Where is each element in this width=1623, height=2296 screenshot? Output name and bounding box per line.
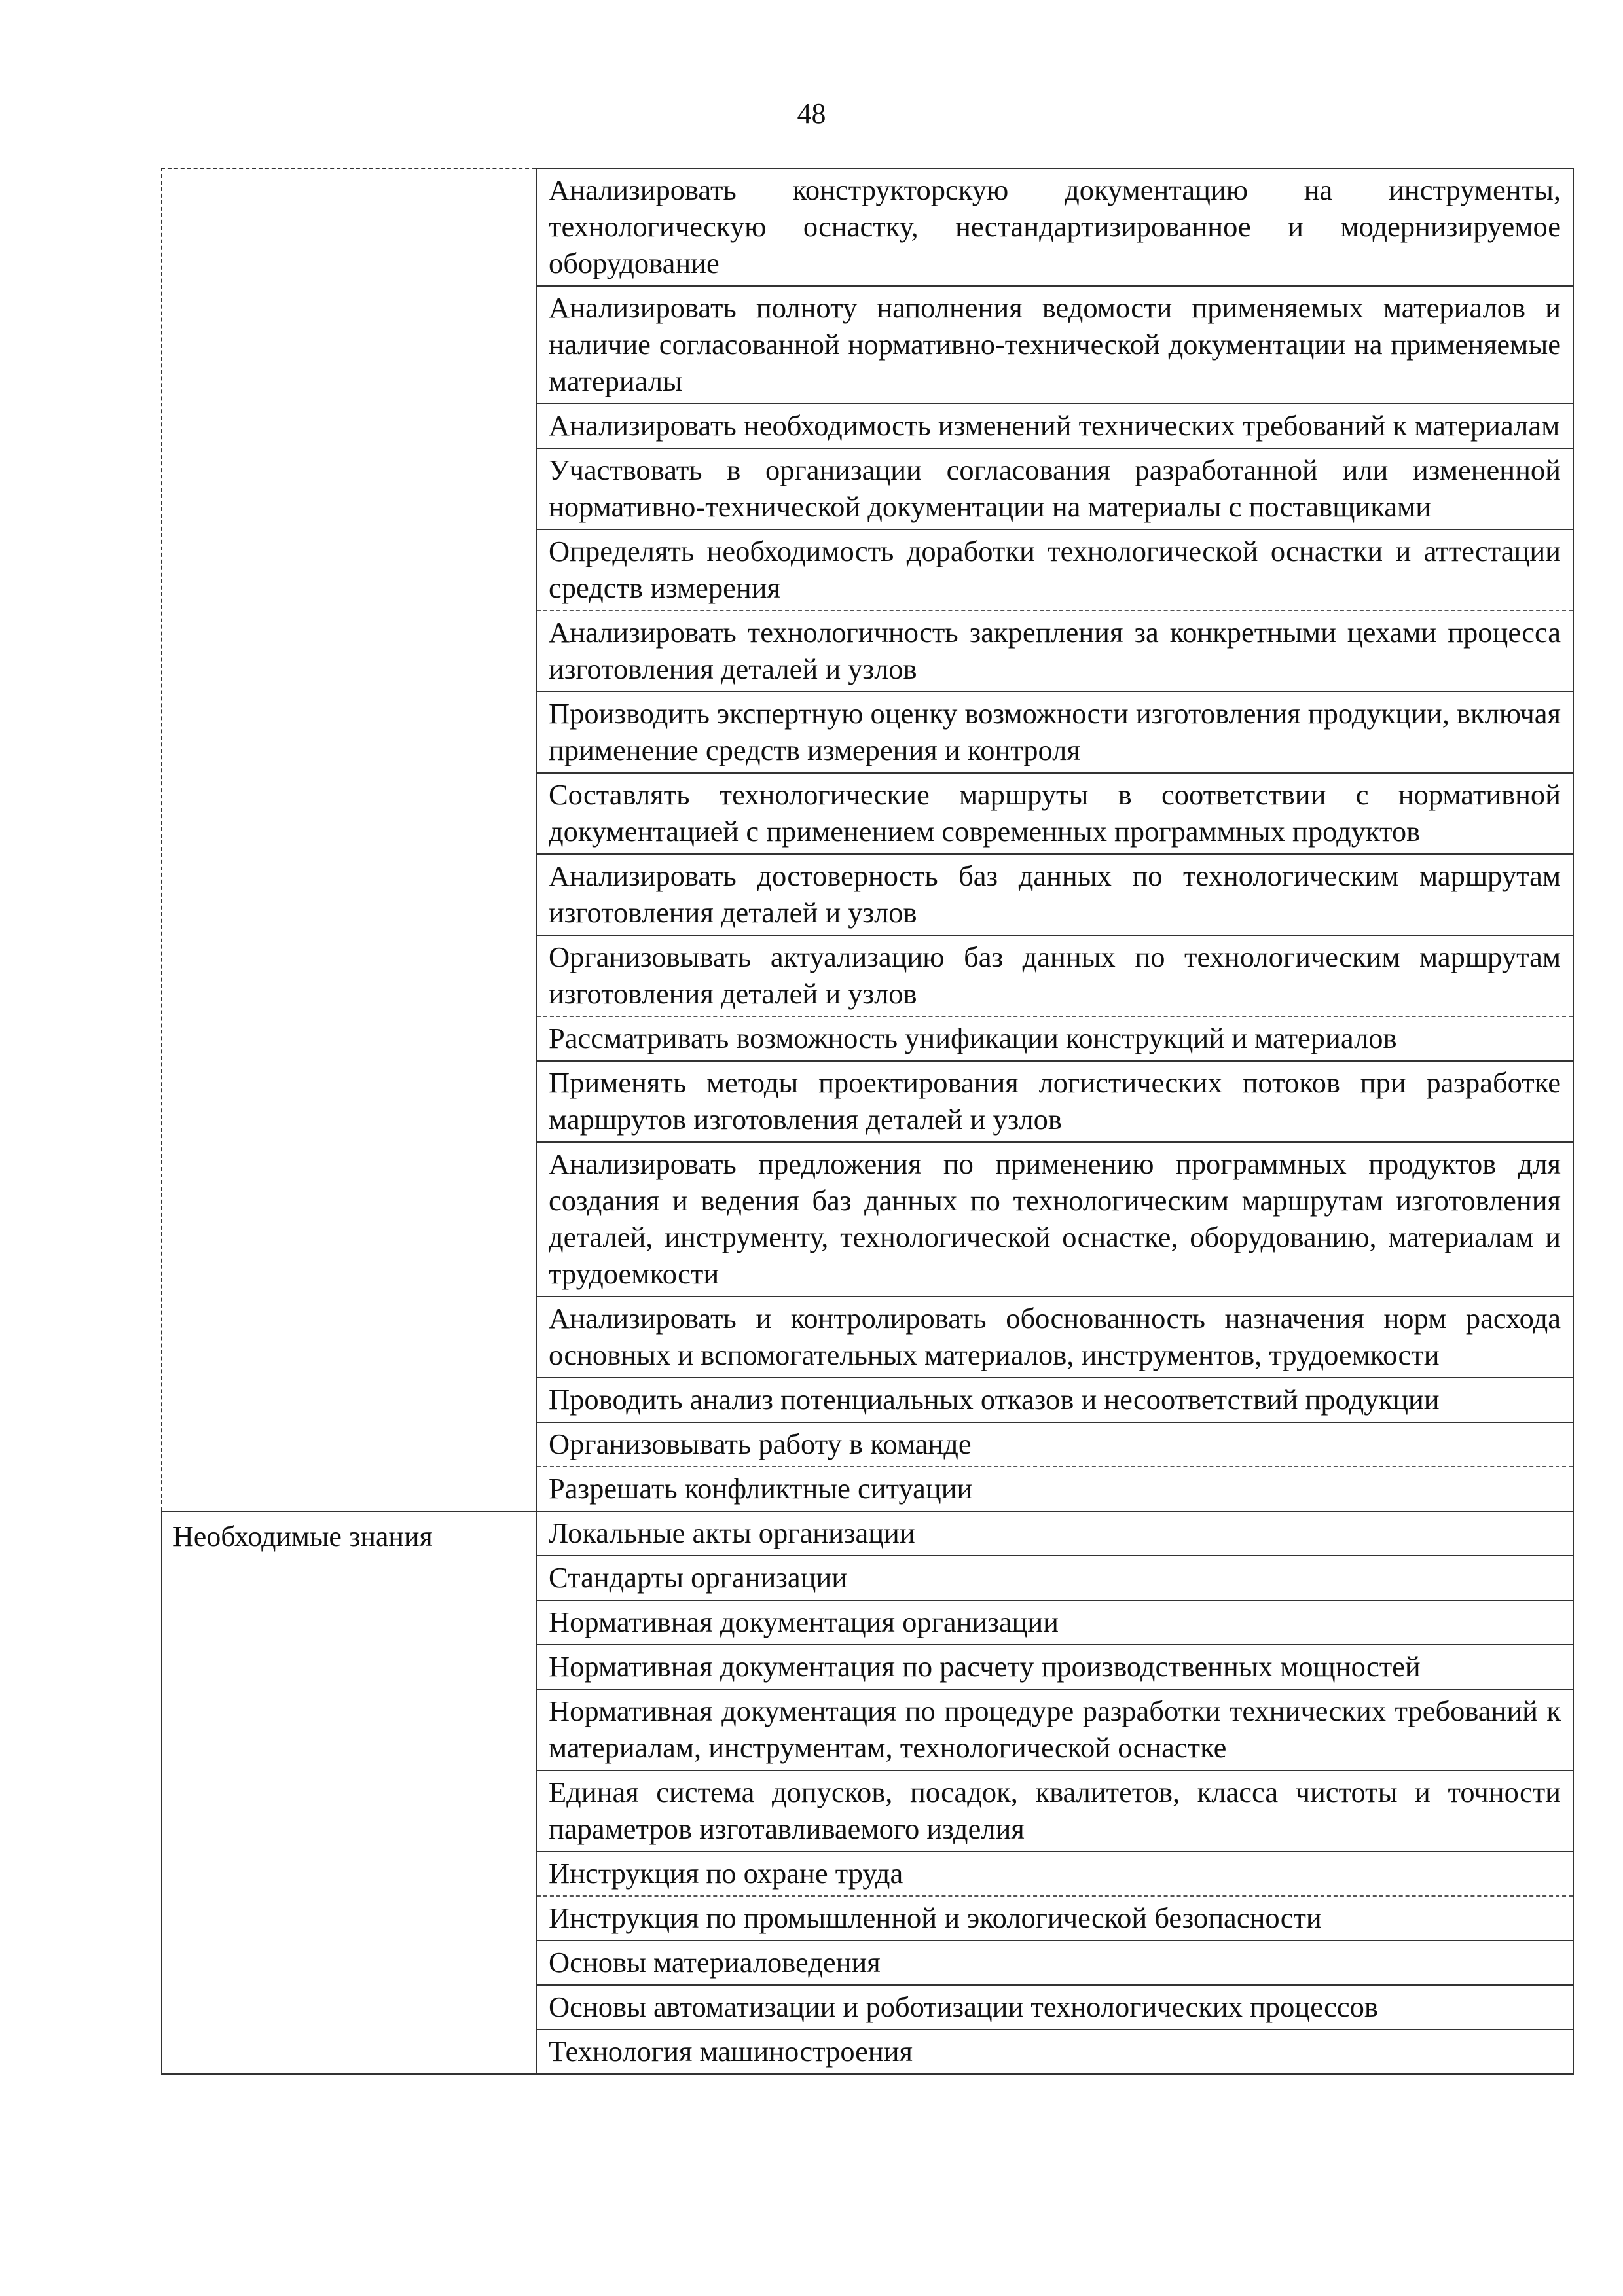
table-row: Анализировать необходимость изменений технических требований к материалам (537, 404, 1573, 449)
table-row: Анализировать предложения по применению программных продуктов для создания и ведения баз данных по технологическим маршрутам изготовления деталей, инструменту, технологической оснастке, оборудованию, материалам и трудоемкости (537, 1143, 1573, 1297)
skills-row (162, 168, 1573, 1511)
table-row: Основы автоматизации и роботизации технологических процессов (537, 1986, 1573, 2030)
table-row: Определять необходимость доработки технологической оснастки и аттестации средств измерения (537, 530, 1573, 611)
table-row: Проводить анализ потенциальных отказов и несоответствий продукции (537, 1378, 1573, 1423)
table-row: Инструкция по охране труда (537, 1852, 1573, 1897)
table-row: Локальные акты организации (537, 1512, 1573, 1556)
knowledge-items-cell (536, 1511, 1573, 2074)
table-row: Анализировать и контролировать обоснованность назначения норм расхода основных и вспомогательных материалов, инструментов, трудоемкости (537, 1297, 1573, 1378)
table-row: Составлять технологические маршруты в соответствии с нормативной документацией с применением современных программных продуктов (537, 774, 1573, 855)
table-row: Инструкция по промышленной и экологической безопасности (537, 1897, 1573, 1941)
table-row: Анализировать технологичность закрепления за конкретными цехами процесса изготовления деталей и узлов (537, 611, 1573, 692)
table-row: Организовывать актуализацию баз данных по технологическим маршрутам изготовления деталей и узлов (537, 936, 1573, 1017)
table-row: Стандарты организации (537, 1556, 1573, 1601)
table-row: Основы материаловедения (537, 1941, 1573, 1986)
requirements-table (161, 168, 1574, 2075)
skills-items-cell (536, 168, 1573, 1511)
table-row: Разрешать конфликтные ситуации (549, 1472, 973, 1505)
table-row: Нормативная документация организации (537, 1601, 1573, 1645)
table-row: Анализировать полноту наполнения ведомости применяемых материалов и наличие согласованной нормативно-технической документации на применяемые материалы (537, 287, 1573, 404)
table-row: Производить экспертную оценку возможности изготовления продукции, включая применение средств измерения и контроля (537, 692, 1573, 774)
table-row: Участвовать в организации согласования разработанной или измененной нормативно-технической документации на материалы с поставщиками (537, 449, 1573, 530)
knowledge-label-cell: Необходимые знания (162, 1511, 536, 2074)
table-row: Нормативная документация по процедуре разработки технических требований к материалам, инструментам, технологической оснастке (537, 1690, 1573, 1771)
table-row: Нормативная документация по расчету производственных мощностей (537, 1645, 1573, 1690)
table-row: Анализировать достоверность баз данных по технологическим маршрутам изготовления деталей и узлов (537, 855, 1573, 936)
table-row: Технология машиностроения (549, 2035, 913, 2068)
page-number: 48 (797, 98, 826, 130)
table-row: Применять методы проектирования логистических потоков при разработке маршрутов изготовления деталей и узлов (537, 1062, 1573, 1143)
table-row: Единая система допусков, посадок, квалитетов, класса чистоты и точности параметров изготавливаемого изделия (537, 1771, 1573, 1852)
skills-label-cell (162, 168, 536, 1511)
table-row: Анализировать конструкторскую документацию на инструменты, технологическую оснастку, нестандартизированное и модернизируемое оборудование (537, 169, 1573, 287)
table-row: Рассматривать возможность унификации конструкций и материалов (537, 1017, 1573, 1062)
table-row: Организовывать работу в команде (537, 1423, 1573, 1467)
knowledge-row (162, 1511, 1573, 2074)
